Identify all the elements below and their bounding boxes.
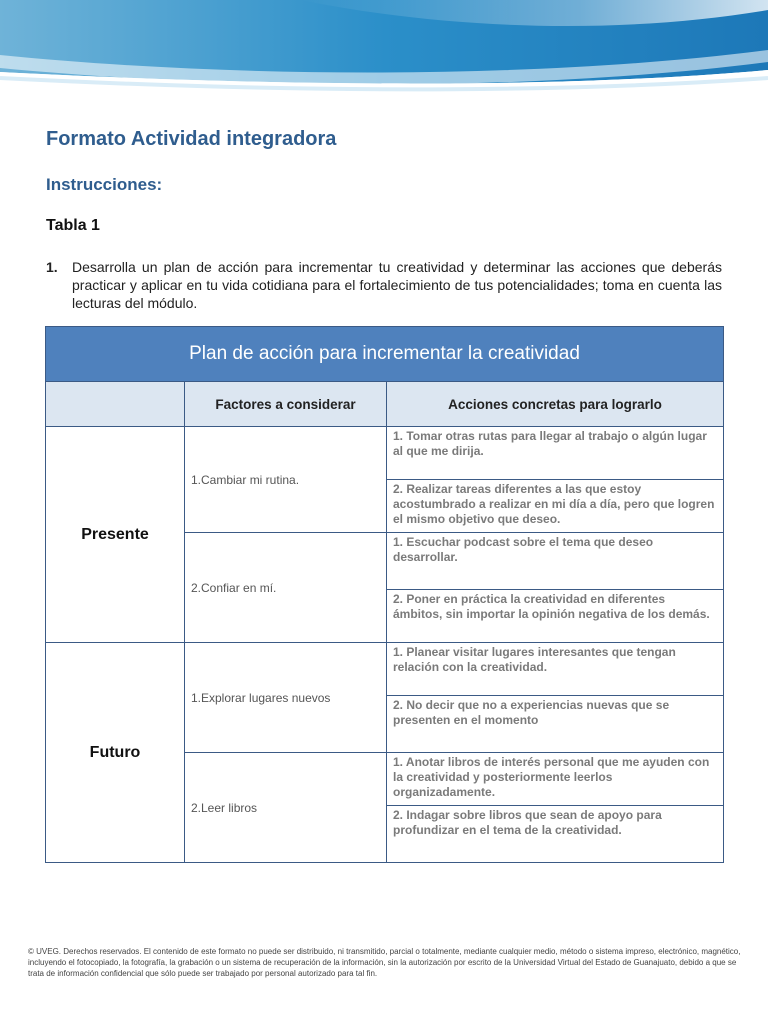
action-cell: 1. Planear visitar lugares interesantes que tengan relación con la creatividad. <box>387 643 724 696</box>
column-header-factors: Factores a considerar <box>185 382 387 427</box>
action-cell: 1. Tomar otras rutas para llegar al trabajo o algún lugar al que me dirija. <box>387 427 724 480</box>
action-cell: 1. Escuchar podcast sobre el tema que deseo desarrollar. <box>387 533 724 590</box>
action-cell: 1. Anotar libros de interés personal que me ayuden con la creatividad y posteriormente leerlos organizadamente. <box>387 753 724 806</box>
instructions-heading: Instrucciones: <box>46 175 163 194</box>
column-header-row <box>46 382 724 427</box>
action-plan-table <box>45 326 724 863</box>
table-row <box>46 643 724 696</box>
table-title-row <box>46 327 724 382</box>
step-text: Desarrolla un plan de acción para incrementar tu creatividad y determinar las acciones que deberás practicar y aplicar en tu vida cotidiana para el fortalecimiento de tus potencialidades; toma en cuenta las lecturas del módulo. <box>72 259 722 311</box>
period-presente: Presente <box>46 427 185 643</box>
column-header-empty <box>46 382 185 427</box>
table-title: Plan de acción para incrementar la creatividad <box>46 327 724 382</box>
page-title: Formato Actividad integradora <box>46 128 337 150</box>
action-cell: 2. Realizar tareas diferentes a las que estoy acostumbrado a realizar en mi día a día, pero que logren el mismo objetivo que deseo. <box>387 480 724 533</box>
factor-cell: 2.Leer libros <box>185 753 387 863</box>
table-row <box>46 427 724 480</box>
header-banner <box>0 0 768 100</box>
step-number: 1. <box>46 259 58 275</box>
copyright-footer: © UVEG. Derechos reservados. El contenido de este formato no puede ser distribuido, ni transmitido, parcial o totalmente, mediante cualquier medio, método o sistema impreso, electrónico, magnético, incluyendo el fotocopiado, la fotografía, la grabación o un sistema de recuperación de la información, sin la autorización por escrito de la Universidad Virtual del Estado de Guanajuato, debido a que se trata de información confidencial que sólo puede ser trabajado por personal autorizado para tal fin. <box>28 947 741 978</box>
instruction-step <box>46 258 722 312</box>
factor-cell: 1.Cambiar mi rutina. <box>185 427 387 533</box>
action-cell: 2. Poner en práctica la creatividad en diferentes ámbitos, sin importar la opinión negativa de los demás. <box>387 590 724 643</box>
table-label: Tabla 1 <box>46 217 100 234</box>
action-cell: 2. Indagar sobre libros que sean de apoyo para profundizar en el tema de la creatividad. <box>387 806 724 863</box>
factor-cell: 1.Explorar lugares nuevos <box>185 643 387 753</box>
action-cell: 2. No decir que no a experiencias nuevas que se presenten en el momento <box>387 696 724 753</box>
period-futuro: Futuro <box>46 643 185 863</box>
factor-cell: 2.Confiar en mí. <box>185 533 387 643</box>
column-header-actions: Acciones concretas para lograrlo <box>387 382 724 427</box>
